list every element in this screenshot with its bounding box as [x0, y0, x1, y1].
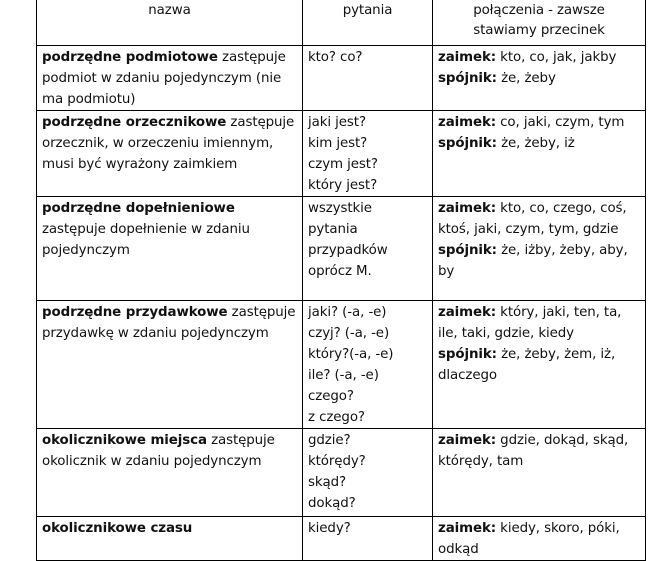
- spojnik-line: [438, 240, 640, 282]
- question: pytania: [308, 222, 358, 237]
- header-nazwa: nazwa: [37, 0, 303, 46]
- zaimek-label: zaimek:: [438, 50, 497, 65]
- zaimek-label: zaimek:: [438, 115, 497, 130]
- table-row: [37, 111, 646, 197]
- table-header-row: [37, 0, 646, 46]
- sentence-type-description: zastępuje przydawkę w zdaniu pojedynczym: [42, 305, 296, 341]
- question: skąd?: [308, 475, 347, 490]
- cell-nazwa: [37, 46, 303, 111]
- zaimek-line: [438, 47, 640, 68]
- question: jaki? (-a, -e): [308, 305, 387, 320]
- cell-polaczenia: [433, 197, 646, 301]
- sentence-type-description: zastępuje dopełnienie w zdaniu pojedynczym: [42, 222, 250, 258]
- header-pytania: pytania: [303, 0, 433, 46]
- question: oprócz M.: [308, 264, 372, 279]
- cell-pytania: [303, 46, 433, 111]
- sentence-types-table: [36, 0, 646, 561]
- cell-pytania: [303, 301, 433, 429]
- spojnik-values: że, żeby, iż: [496, 136, 575, 151]
- table-row: [37, 46, 646, 111]
- cell-nazwa: [37, 301, 303, 429]
- zaimek-values: kiedy, skoro, póki, odkąd: [438, 521, 620, 557]
- cell-nazwa: [37, 111, 303, 197]
- sentence-type-name: podrzędne orzecznikowe: [42, 115, 227, 130]
- question: z czego?: [308, 410, 365, 425]
- question: czyj? (-a, -e): [308, 326, 390, 341]
- table-row: [37, 197, 646, 301]
- zaimek-line: [438, 430, 640, 472]
- spojnik-line: [438, 133, 640, 154]
- cell-polaczenia: [433, 517, 646, 561]
- sentence-type-name: okolicznikowe miejsca: [42, 433, 207, 448]
- zaimek-line: [438, 112, 640, 133]
- header-polaczenia: [433, 0, 646, 46]
- sentence-type-description: zastępuje okolicznik w zdaniu pojedynczym: [42, 433, 275, 469]
- spojnik-label: spójnik:: [438, 71, 497, 86]
- spojnik-values: że, żeby, żem, iż, dlaczego: [438, 347, 616, 383]
- question: który jest?: [308, 178, 378, 193]
- sentence-type-name: podrzędne przydawkowe: [42, 305, 228, 320]
- zaimek-label: zaimek:: [438, 305, 497, 320]
- spojnik-label: spójnik:: [438, 347, 497, 362]
- spojnik-line: [438, 344, 640, 386]
- question: kim jest?: [308, 136, 368, 151]
- zaimek-line: [438, 518, 640, 560]
- header-polaczenia-line-1: połączenia - zawsze: [473, 3, 605, 18]
- sentence-type-description: zastępuje podmiot w zdaniu pojedynczym (nie ma podmiotu): [42, 50, 286, 107]
- question: wszystkie: [308, 201, 372, 216]
- zaimek-label: zaimek:: [438, 521, 497, 536]
- question: gdzie?: [308, 433, 351, 448]
- cell-nazwa: [37, 517, 303, 561]
- cell-polaczenia: [433, 111, 646, 197]
- question: ile? (-a, -e): [308, 368, 379, 383]
- question: kiedy?: [308, 521, 351, 536]
- spojnik-values: że, iżby, żeby, aby, by: [438, 243, 628, 279]
- sentence-types-table-container: [36, 0, 645, 561]
- cell-nazwa: [37, 429, 303, 517]
- sentence-type-name: podrzędne podmiotowe: [42, 50, 218, 65]
- cell-pytania: [303, 429, 433, 517]
- question: jaki jest?: [308, 115, 366, 130]
- cell-pytania: [303, 197, 433, 301]
- zaimek-values: gdzie, dokąd, skąd, którędy, tam: [438, 433, 629, 469]
- zaimek-values: kto, co, czego, coś, ktoś, jaki, czym, tym, gdzie: [438, 201, 627, 237]
- header-polaczenia-line-2: stawiamy przecinek: [473, 23, 605, 38]
- cell-nazwa: [37, 197, 303, 301]
- cell-polaczenia: [433, 46, 646, 111]
- question: przypadków: [308, 243, 388, 258]
- zaimek-label: zaimek:: [438, 433, 497, 448]
- question: kto? co?: [308, 50, 363, 65]
- table-row: [37, 517, 646, 561]
- table-row: [37, 301, 646, 429]
- cell-pytania: [303, 517, 433, 561]
- question: którędy?: [308, 454, 366, 469]
- spojnik-label: spójnik:: [438, 243, 497, 258]
- cell-polaczenia: [433, 429, 646, 517]
- spojnik-label: spójnik:: [438, 136, 497, 151]
- question: czym jest?: [308, 157, 378, 172]
- question: który?(-a, -e): [308, 347, 394, 362]
- question: czego?: [308, 389, 354, 404]
- sentence-type-description: zastępuje orzecznik, w orzeczeniu imiennym, musi być wyrażony zaimkiem: [42, 115, 295, 172]
- zaimek-values: kto, co, jak, jakby: [496, 50, 617, 65]
- table-row: [37, 429, 646, 517]
- zaimek-line: [438, 302, 640, 344]
- zaimek-line: [438, 198, 640, 240]
- question: dokąd?: [308, 496, 356, 511]
- cell-pytania: [303, 111, 433, 197]
- zaimek-values: który, jaki, ten, ta, ile, taki, gdzie, kiedy: [438, 305, 622, 341]
- spojnik-values: że, żeby: [496, 71, 556, 86]
- spojnik-line: [438, 68, 640, 89]
- zaimek-label: zaimek:: [438, 201, 497, 216]
- cell-polaczenia: [433, 301, 646, 429]
- zaimek-values: co, jaki, czym, tym: [496, 115, 625, 130]
- sentence-type-name: podrzędne dopełnieniowe: [42, 201, 235, 216]
- sentence-type-name: okolicznikowe czasu: [42, 521, 193, 536]
